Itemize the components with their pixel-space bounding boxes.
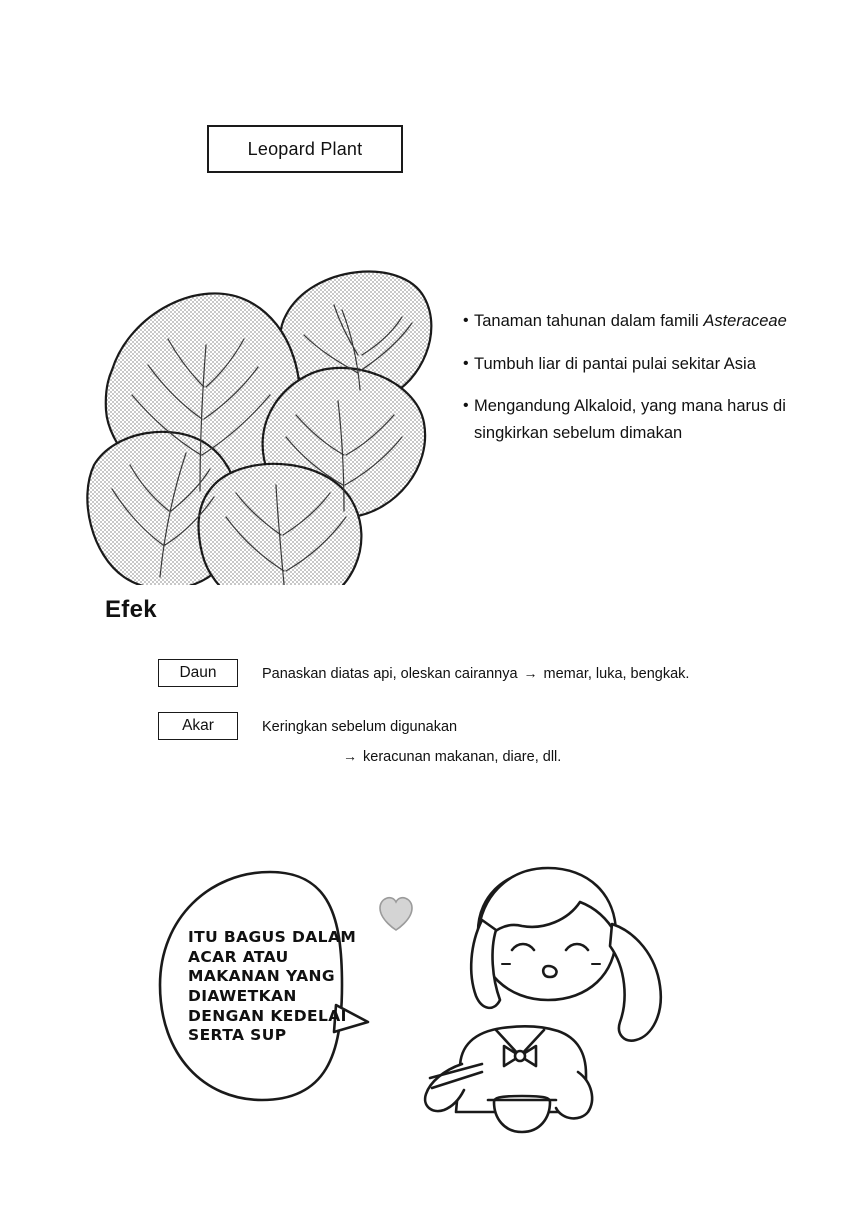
page-title-box bbox=[207, 125, 403, 173]
effect-row-daun bbox=[158, 659, 689, 687]
effect-description-akar bbox=[262, 712, 561, 769]
effect-akar-result-line bbox=[337, 746, 561, 768]
effect-akar-action: Keringkan sebelum digunakan bbox=[262, 719, 458, 735]
list-item bbox=[463, 393, 813, 446]
bullet-icon: • bbox=[463, 354, 469, 372]
bullet-icon: • bbox=[463, 397, 469, 415]
section-heading-efek: Efek bbox=[105, 596, 157, 623]
fact-text-main: Tanaman tahunan dalam famili bbox=[474, 312, 704, 330]
list-item bbox=[463, 308, 813, 335]
effect-daun-result: memar, luka, bengkak. bbox=[543, 666, 690, 682]
arrow-icon: → bbox=[523, 665, 538, 681]
effect-akar-result: keracunan makanan, diare, dll. bbox=[363, 749, 562, 766]
speech-bubble-text: ITU BAGUS DALAM ACAR ATAU MAKANAN YANG DIAWETKAN DENGAN KEDELAI SERTA SUP bbox=[188, 928, 357, 1045]
effect-row-akar bbox=[158, 712, 561, 769]
bullet-icon: • bbox=[463, 312, 469, 329]
leopard-plant-leaves-icon bbox=[72, 205, 462, 585]
arrow-icon: → bbox=[343, 748, 357, 765]
facts-list bbox=[463, 308, 813, 463]
list-item-text: Tumbuh liar di pantai pulai sekitar Asia bbox=[474, 354, 756, 373]
heart-icon bbox=[380, 898, 412, 930]
fact-text-emphasis: Asteraceae bbox=[703, 312, 787, 330]
effect-label-akar: Akar bbox=[158, 712, 238, 740]
effect-daun-action: Panaskan diatas api, oleskan cairannya bbox=[262, 666, 518, 682]
list-item-text bbox=[474, 308, 813, 335]
effect-description-daun bbox=[262, 659, 689, 685]
effect-label-daun: Daun bbox=[158, 659, 238, 687]
list-item-text: Mengandung Alkaloid, yang mana harus di singkirkan sebelum dimakan bbox=[474, 397, 786, 443]
list-item bbox=[463, 351, 813, 378]
page-title: Leopard Plant bbox=[247, 138, 363, 159]
